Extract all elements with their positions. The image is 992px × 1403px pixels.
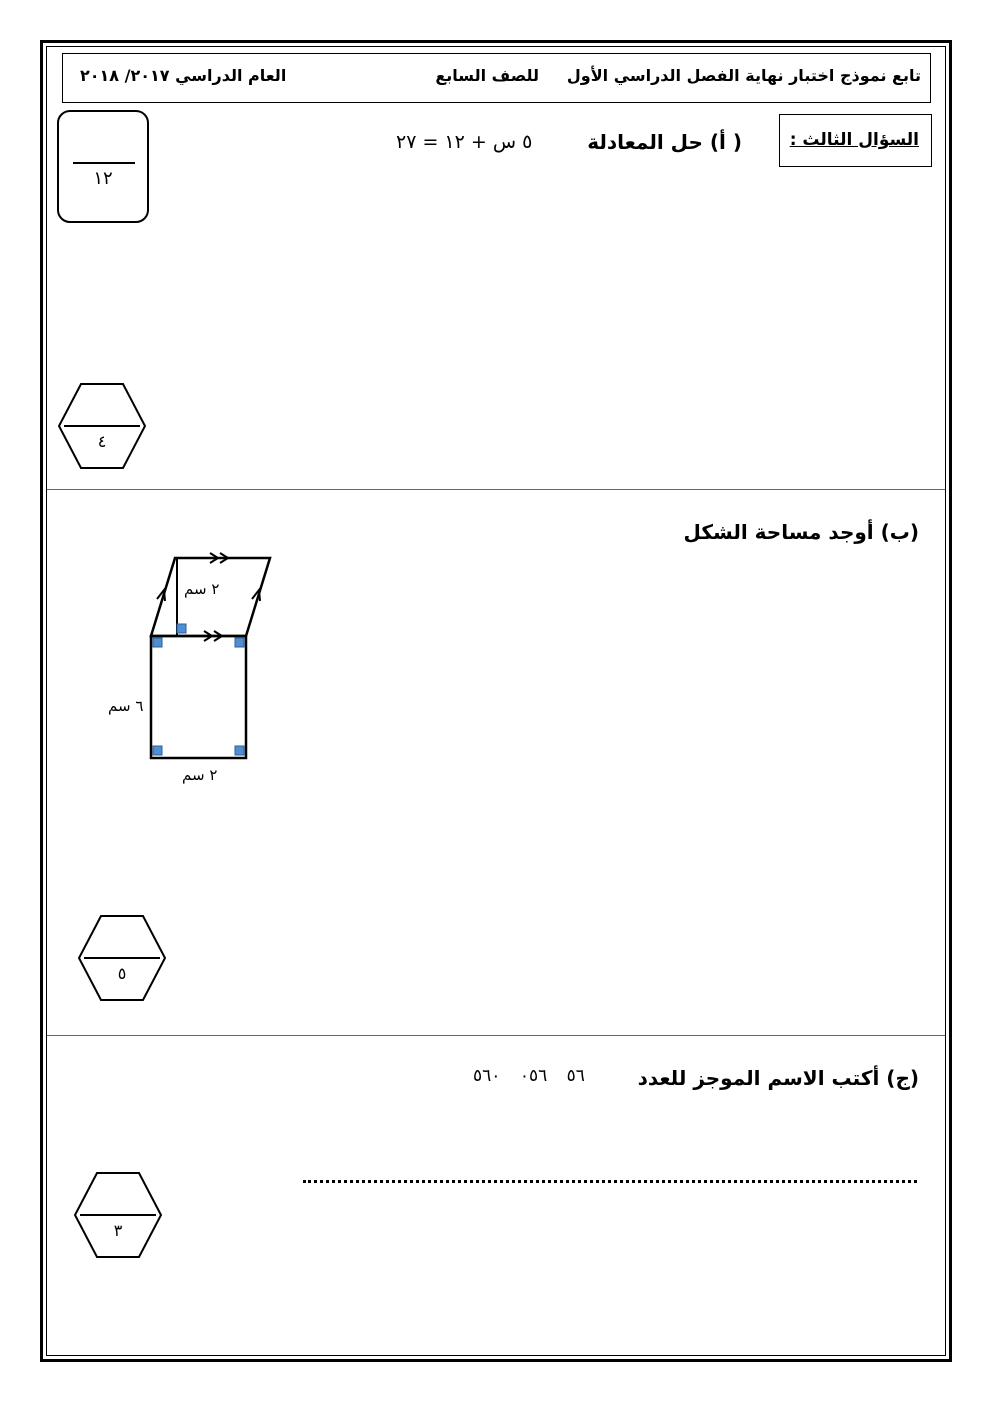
hexagon-shape <box>72 1171 164 1259</box>
grade-label: للصف السابع <box>435 66 539 85</box>
figure-label-base: ٢ سم <box>182 766 218 784</box>
figure-label-side: ٦ سم <box>108 697 144 715</box>
section-divider <box>47 489 945 490</box>
hexagon-shape <box>56 382 148 470</box>
part-c-label: (ج) أكتب الاسم الموجز للعدد <box>637 1066 919 1090</box>
part-b-score: ٥ <box>117 964 127 983</box>
right-angle-marker <box>235 638 244 647</box>
question-title-box <box>779 114 932 167</box>
question-title: السؤال الثالث : <box>789 130 919 150</box>
academic-year: العام الدراسي ٢٠١٧/ ٢٠١٨ <box>80 66 287 85</box>
part-a-score-hexagon <box>56 382 148 470</box>
part-a-equation: ٥ س + ١٢ = ٢٧ <box>396 131 533 153</box>
hexagon-shape <box>76 914 168 1002</box>
answer-line[interactable] <box>303 1166 917 1183</box>
right-angle-marker <box>153 746 162 755</box>
part-c-number: ٥٦ ٠٥٦ ٥٦٠ <box>473 1066 585 1086</box>
figure-label-height: ٢ سم <box>184 580 220 598</box>
part-c-score-hexagon <box>72 1171 164 1259</box>
exam-title: تابع نموذج اختبار نهاية الفصل الدراسي الأول <box>566 66 921 85</box>
part-a-score: ٤ <box>97 432 107 451</box>
score-fraction-line <box>73 162 135 164</box>
total-score-box <box>57 110 149 223</box>
right-angle-marker <box>153 638 162 647</box>
section-divider <box>47 1035 945 1036</box>
total-score: ١٢ <box>93 168 113 189</box>
part-b-label: (ب) أوجد مساحة الشكل <box>683 520 919 544</box>
rectangle <box>151 636 246 758</box>
right-angle-marker <box>177 624 186 633</box>
part-b-score-hexagon <box>76 914 168 1002</box>
part-a-label: ( أ) حل المعادلة <box>587 130 742 154</box>
part-c-score: ٣ <box>113 1221 123 1240</box>
right-angle-marker <box>235 746 244 755</box>
